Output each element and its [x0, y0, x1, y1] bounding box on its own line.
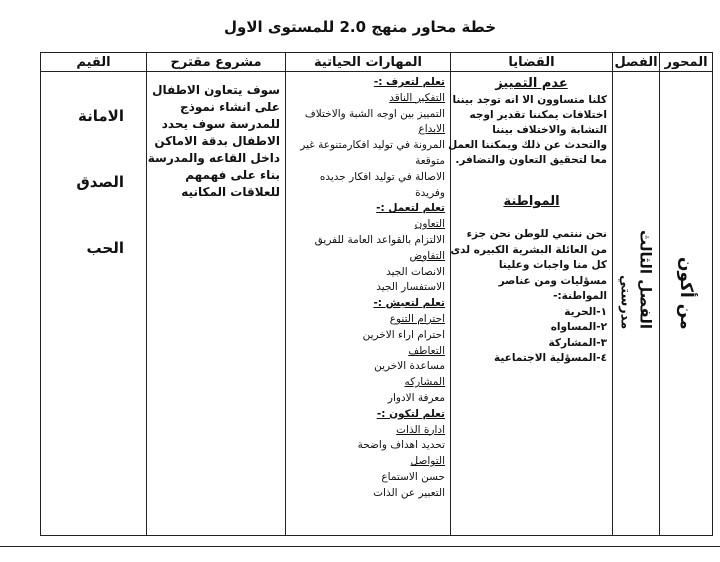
skill-item: الاستفسار الجيد	[376, 281, 445, 294]
skill-category-heading: تعلم لتعمل :-	[376, 202, 445, 215]
skill-category-heading: تعلم لتعرف :-	[373, 76, 445, 88]
issue-text-line: مسؤليات ومن عناصر	[498, 274, 607, 287]
skill-heading: التعاون	[414, 218, 445, 231]
issue-text-line: التشابة والاختلاف بيننا	[492, 124, 607, 136]
project-text-line: الاطفال بدقة الاماكن	[154, 134, 280, 148]
skill-item: التمييز بين اوجه الشبة والاختلاف	[304, 107, 445, 120]
semester-text: الفصل الثالث	[636, 230, 655, 330]
issue-text-line: كلنا متساوون الا انه توجد بيننا	[452, 94, 607, 106]
skill-item: معرفة الادوار	[387, 391, 445, 404]
skill-item: التعبير عن الذات	[373, 486, 445, 499]
skill-item: متوقعة	[415, 154, 445, 167]
skill-item: تحديد اهداف واضحة	[357, 439, 445, 452]
project-text-line: على انشاء نموذج	[180, 100, 280, 114]
skill-item: احترام اراء الاخرين	[362, 328, 445, 341]
issue-text-line: ٢-المساواه	[550, 321, 607, 333]
semester-cell	[613, 72, 660, 536]
skills-cell	[286, 72, 451, 536]
value-love: الحب	[86, 239, 124, 257]
issue-text-line: المواطنة:-	[553, 290, 607, 302]
value-honesty-trust: الامانة	[78, 107, 124, 125]
content-row	[41, 72, 713, 536]
skill-heading: التفاوض	[409, 249, 445, 262]
skill-item: حسن الاستماع	[381, 470, 445, 483]
next-table-edge	[0, 546, 720, 562]
values-cell	[41, 72, 147, 536]
header-values: القيم	[41, 53, 147, 72]
skill-item: الانصات الجيد	[386, 265, 445, 278]
project-text-line: سوف يتعاون الاطفال	[152, 83, 280, 97]
project-cell	[147, 72, 286, 536]
skill-category-heading: تعلم لتعيش :-	[373, 297, 445, 310]
skill-heading: التفكير الناقد	[389, 91, 445, 104]
skill-heading: المشاركه	[404, 376, 445, 389]
skill-item: الالتزام بالقواعد العامة للفريق	[314, 233, 445, 246]
value-truthfulness: الصدق	[76, 173, 124, 191]
issue-text-line: من العائلة البشرية الكبيره لدى	[450, 243, 607, 256]
curriculum-table	[40, 52, 713, 536]
project-text-line: للمدرسة سوف يحدد	[161, 117, 280, 131]
semester-sub-text: مدرستي	[617, 274, 633, 330]
issue-text-line: نحن ننتمي للوطن نحن جزء	[466, 228, 607, 240]
issue-text-line: ٣-المشاركة	[548, 336, 607, 349]
issue-heading-non-discrimination: عدم التمييز	[495, 76, 568, 91]
axis-cell	[660, 72, 713, 536]
skill-item: مساعدة الاخرين	[374, 360, 445, 373]
header-issues: القضايا	[451, 53, 613, 72]
issue-text-line: كل منا واجبات وعلينا	[498, 259, 607, 271]
skill-item: الاصالة في توليد افكار جديده	[319, 170, 445, 183]
skill-item: المرونة في توليد افكارمتنوعة غير	[300, 139, 445, 152]
issue-text-line: معا لتحقيق التعاون والتضافر.	[455, 154, 607, 166]
skill-heading: التواصل	[410, 455, 445, 468]
header-row	[41, 53, 713, 72]
skill-heading: احترام التنوع	[389, 312, 445, 325]
header-proposed-project: مشروع مقترح	[147, 53, 286, 72]
skill-heading: الابداع	[418, 123, 445, 136]
skill-heading: التعاطف	[408, 344, 445, 357]
header-semester: الفصل	[614, 54, 658, 70]
project-text-line: بناء على فهمهم	[185, 168, 280, 182]
issue-text-line: ٤-المسؤلية الاجتماعية	[494, 352, 607, 364]
issue-heading-citizenship: المواطنة	[503, 194, 560, 209]
project-text-line: للعلاقات المكانيه	[181, 185, 280, 199]
project-text-line: داخل القاعه والمدرسة	[147, 151, 280, 165]
issues-cell	[448, 72, 613, 536]
skill-item: وفريدة	[415, 186, 445, 199]
skill-heading: ادارة الذات	[396, 423, 445, 436]
issue-text-line: والتحدث عن ذلك ويمكننا العمل	[448, 139, 607, 151]
header-life-skills: المهارات الحياتية	[286, 53, 451, 72]
issue-text-line: اختلافات يمكننا تقدير اوجه	[469, 109, 607, 121]
skill-category-heading: تعلم لتكون :-	[376, 407, 445, 420]
header-axis: المحور	[660, 53, 713, 72]
issue-text-line: ١-الحرية	[564, 305, 607, 318]
axis-text: من أكون	[676, 257, 696, 330]
page-title: خطة محاور منهج 2.0 للمستوى الاول	[223, 18, 497, 36]
